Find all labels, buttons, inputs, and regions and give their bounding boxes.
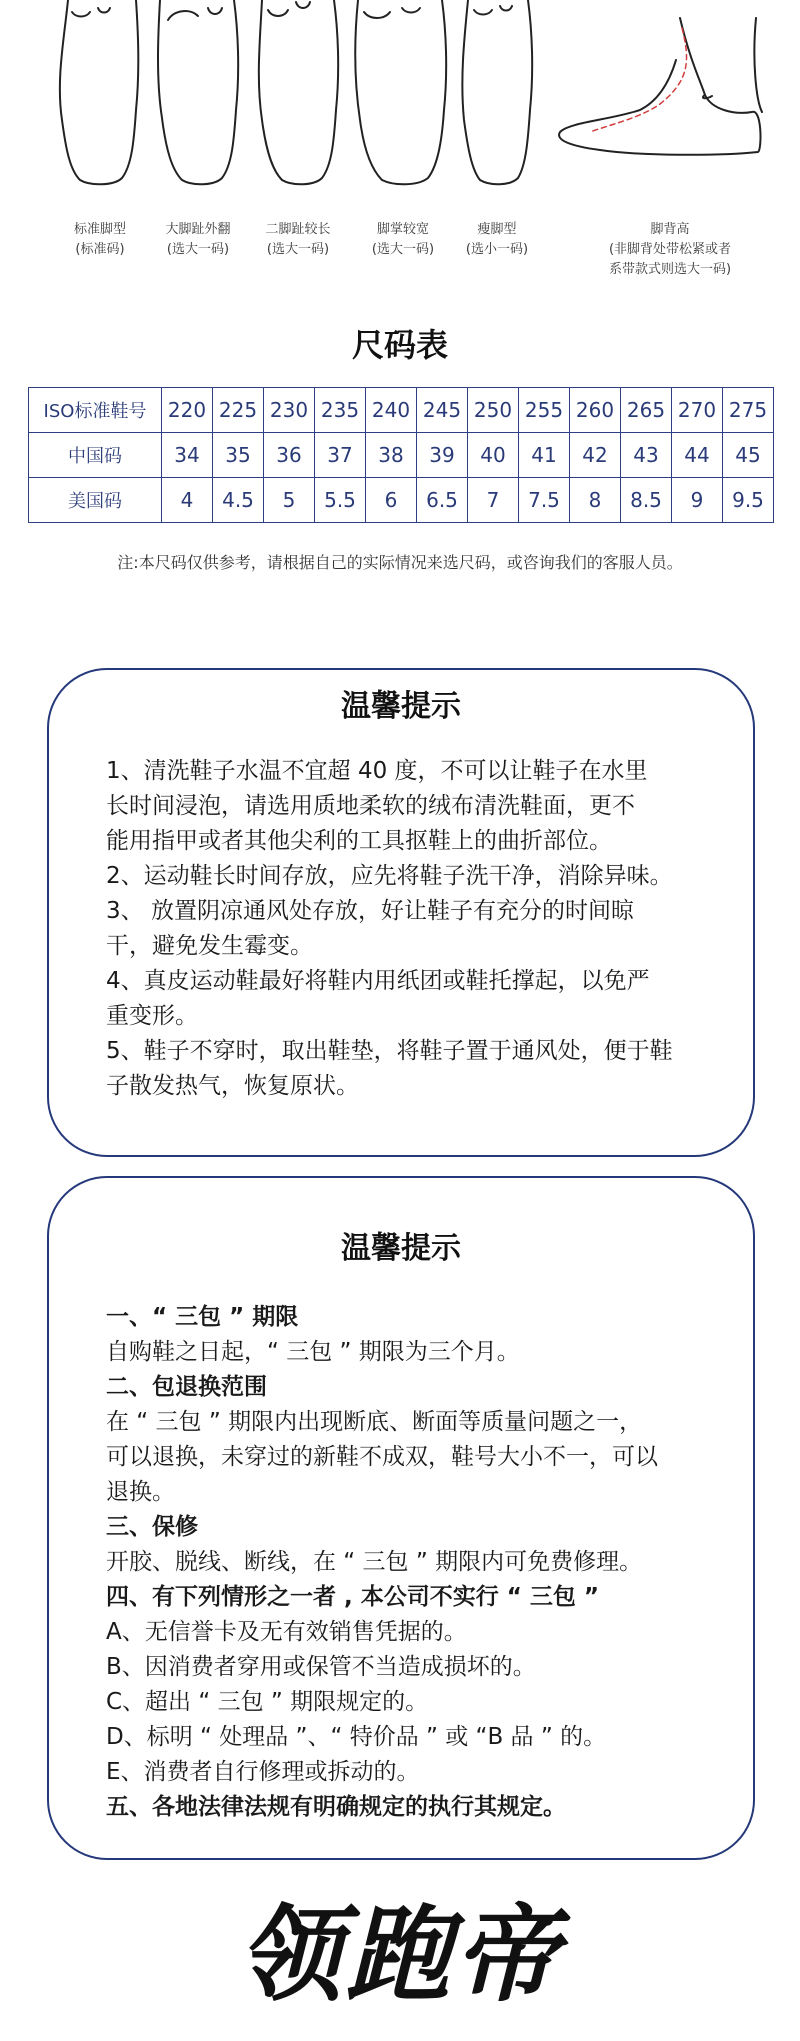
size-chart-note: 注:本尺码仅供参考，请根据自己的实际情况来选尺码，或咨询我们的客服人员。: [117, 553, 683, 572]
table-cell: 34: [162, 433, 213, 478]
table-cell: 35: [213, 433, 264, 478]
foot-type-wide: [358, 220, 448, 260]
wide-foot-icon: [355, 0, 446, 184]
standard-foot-icon: [60, 0, 138, 184]
warranty-line: 可以退换，未穿过的新鞋不成双，鞋号大小不一，可以: [106, 1444, 658, 1470]
tip-line: 4、真皮运动鞋最好将鞋内用纸团或鞋托撑起，以免严: [106, 968, 650, 994]
foot-type-slim: [452, 220, 542, 260]
care-tips-box: [47, 668, 755, 1157]
table-cell: 240: [366, 388, 417, 433]
table-cell: 8: [570, 478, 621, 523]
warranty-line: 开胶、脱线、断线，在 “ 三包 ” 期限内可免费修理。: [106, 1549, 643, 1575]
tip-line: 子散发热气，恢复原状。: [106, 1073, 359, 1099]
tip-line: 2、运动鞋长时间存放，应先将鞋子洗干净，消除异味。: [106, 863, 673, 889]
warranty-line: E、消费者自行修理或拆动的。: [106, 1759, 420, 1785]
foot-type-name: 大脚趾外翻: [165, 222, 231, 237]
warranty-heading: 三、保修: [106, 1514, 198, 1540]
slim-foot-icon: [462, 0, 532, 184]
table-cell: 230: [264, 388, 315, 433]
foot-type-name: 二脚趾较长: [265, 222, 331, 237]
long-toe-foot-icon: [259, 0, 338, 184]
table-cell: 7.5: [519, 478, 570, 523]
table-row: [29, 433, 774, 478]
foot-type-name: 标准脚型: [73, 222, 126, 237]
table-cell: 9.5: [723, 478, 774, 523]
foot-type-name: 脚掌较宽: [376, 222, 429, 237]
table-cell: 40: [468, 433, 519, 478]
row-label: 中国码: [29, 433, 162, 478]
tip-line: 干，避免发生霉变。: [106, 933, 313, 959]
table-cell: 38: [366, 433, 417, 478]
table-cell: 225: [213, 388, 264, 433]
row-label: ISO标准鞋号: [29, 388, 162, 433]
table-cell: 41: [519, 433, 570, 478]
foot-type-high-instep: [590, 220, 750, 280]
size-chart-table: [28, 387, 774, 523]
warranty-heading: 二、包退换范围: [106, 1374, 267, 1400]
table-cell: 7: [468, 478, 519, 523]
table-cell: 36: [264, 433, 315, 478]
foot-type-note: (选大一码): [266, 242, 330, 257]
table-cell: 42: [570, 433, 621, 478]
warranty-tips-body: [106, 1300, 706, 1825]
tip-line: 5、鞋子不穿时，取出鞋垫，将鞋子置于通风处，便于鞋: [106, 1038, 673, 1064]
foot-type-note: (选大一码): [371, 242, 435, 257]
table-cell: 45: [723, 433, 774, 478]
brand-logo: 领跑帝: [237, 1894, 562, 2016]
instep-curve-icon: [590, 28, 687, 132]
table-cell: 235: [315, 388, 366, 433]
table-cell: 39: [417, 433, 468, 478]
warranty-line: B、因消费者穿用或保管不当造成损坏的。: [106, 1654, 536, 1680]
table-cell: 6.5: [417, 478, 468, 523]
warranty-tips-title: 温馨提示: [341, 1231, 461, 1266]
bunion-foot-icon: [158, 0, 238, 184]
size-chart-title: 尺码表: [351, 326, 448, 364]
foot-type-note: (非脚背处带松紧或者: [608, 242, 732, 257]
tip-line: 1、清洗鞋子水温不宜超 40 度，不可以让鞋子在水里: [106, 758, 648, 784]
warranty-line: 在 “ 三包 ” 期限内出现断底、断面等质量问题之一，: [106, 1409, 643, 1435]
table-cell: 9: [672, 478, 723, 523]
tip-line: 长时间浸泡，请选用质地柔软的绒布清洗鞋面，更不: [106, 793, 635, 819]
warranty-line: 自购鞋之日起，“ 三包 ” 期限为三个月。: [106, 1339, 520, 1365]
foot-type-note: (选小一码): [465, 242, 529, 257]
table-cell: 6: [366, 478, 417, 523]
foot-type-note: 系带款式则选大一码): [608, 262, 732, 277]
table-cell: 220: [162, 388, 213, 433]
row-label: 美国码: [29, 478, 162, 523]
table-cell: 5: [264, 478, 315, 523]
table-cell: 37: [315, 433, 366, 478]
warranty-heading: 一、“ 三包 ” 期限: [106, 1304, 299, 1330]
foot-type-standard: [60, 220, 140, 260]
tip-line: 能用指甲或者其他尖利的工具抠鞋上的曲折部位。: [106, 828, 612, 854]
care-tips-title: 温馨提示: [341, 689, 461, 724]
warranty-tips-box: [47, 1176, 755, 1860]
warranty-heading: 四、有下列情形之一者 , 本公司不实行 “ 三包 ”: [106, 1584, 600, 1610]
table-cell: 245: [417, 388, 468, 433]
table-cell: 5.5: [315, 478, 366, 523]
foot-type-name: 瘦脚型: [477, 222, 517, 237]
warranty-line: C、超出 “ 三包 ” 期限规定的。: [106, 1689, 429, 1715]
table-cell: 270: [672, 388, 723, 433]
table-cell: 255: [519, 388, 570, 433]
table-cell: 250: [468, 388, 519, 433]
warranty-line: D、标明 “ 处理品 ”、“ 特价品 ” 或 “B 品 ” 的。: [106, 1724, 607, 1750]
table-cell: 43: [621, 433, 672, 478]
foot-type-section: [0, 0, 800, 290]
foot-type-bunion: [153, 220, 243, 260]
table-row: [29, 478, 774, 523]
foot-type-note: (选大一码): [166, 242, 230, 257]
table-cell: 44: [672, 433, 723, 478]
table-cell: 260: [570, 388, 621, 433]
warranty-line: A、无信誉卡及无有效销售凭据的。: [106, 1619, 467, 1645]
table-cell: 275: [723, 388, 774, 433]
tip-line: 3、 放置阴凉通风处存放，好让鞋子有充分的时间晾: [106, 898, 634, 924]
foot-type-long-toe: [253, 220, 343, 260]
warranty-line: 退换。: [106, 1479, 175, 1505]
tip-line: 重变形。: [106, 1003, 198, 1029]
table-cell: 4: [162, 478, 213, 523]
care-tips-body: [106, 754, 706, 1104]
foot-type-name: 脚背高: [650, 222, 690, 237]
table-cell: 4.5: [213, 478, 264, 523]
table-cell: 265: [621, 388, 672, 433]
foot-type-note: (标准码): [75, 242, 125, 257]
warranty-heading: 五、各地法律法规有明确规定的执行其规定。: [106, 1794, 566, 1820]
table-cell: 8.5: [621, 478, 672, 523]
table-row: [29, 388, 774, 433]
high-instep-foot-icon: [559, 18, 762, 155]
